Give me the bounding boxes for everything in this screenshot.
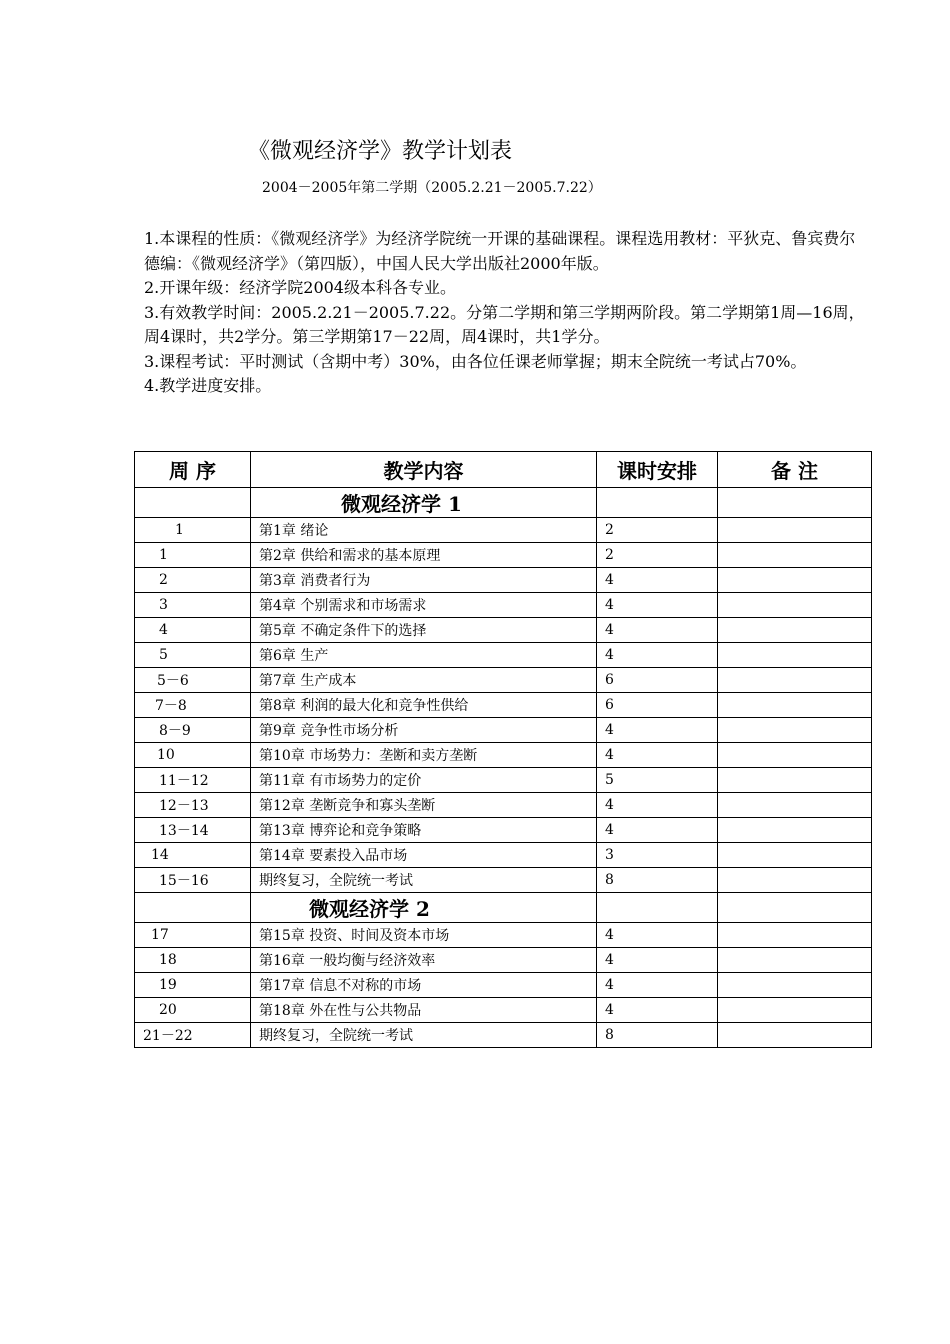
semester-subtitle: 2004－2005年第二学期（2005.2.21－2005.7.22） [262,180,602,196]
cell-hours: 4 [597,718,718,743]
table-row [135,818,872,843]
cell-hours: 4 [597,818,718,843]
course-intro [144,227,869,399]
cell-note [718,743,872,768]
intro-grade: 2.开课年级：经济学院2004级本科各专业。 [144,278,456,297]
cell-week: 18 [135,948,251,973]
cell-content: 第17章 信息不对称的市场 [251,973,597,998]
cell-note [718,923,872,948]
cell-content: 第14章 要素投入品市场 [251,843,597,868]
header-week: 周 序 [135,452,251,488]
document-title: 《微观经济学》教学计划表 [248,139,513,164]
cell-week: 5－6 [135,668,251,693]
intro-exam: 3.课程考试：平时测试（含期中考）30%，由各位任课老师掌握；期末全院统一考试占70%。 [144,351,807,371]
cell-hours: 4 [597,743,718,768]
cell-content: 期终复习，全院统一考试 [251,868,597,893]
cell-hours: 4 [597,568,718,593]
section-title: 微观经济学 2 [251,893,597,923]
header-content: 教学内容 [251,452,597,488]
cell-week: 12－13 [135,793,251,818]
table-row [135,948,872,973]
cell-hours: 4 [597,973,718,998]
cell-content: 第11章 有市场势力的定价 [251,768,597,793]
cell-content: 第1章 绪论 [251,518,597,543]
cell-week: 5 [135,643,251,668]
table-row [135,998,872,1023]
cell-hours: 2 [597,518,718,543]
cell-hours: 3 [597,843,718,868]
cell-content: 第2章 供给和需求的基本原理 [251,543,597,568]
cell-content: 第18章 外在性与公共物品 [251,998,597,1023]
table-row [135,643,872,668]
cell-note [718,793,872,818]
table-row [135,768,872,793]
intro-schedule: 4.教学进度安排。 [144,376,272,395]
cell-week: 2 [135,568,251,593]
cell-content: 第6章 生产 [251,643,597,668]
cell-content: 第8章 利润的最大化和竞争性供给 [251,693,597,718]
cell-week: 21－22 [135,1023,251,1048]
cell-note [718,718,872,743]
cell-hours: 8 [597,1023,718,1048]
table-header-row [135,452,872,488]
cell-hours: 8 [597,868,718,893]
section-row [135,893,872,923]
table-row [135,868,872,893]
table-row [135,543,872,568]
table-row [135,618,872,643]
section-row [135,488,872,518]
cell-note [718,843,872,868]
cell-hours: 4 [597,593,718,618]
intro-course-nature: 1.本课程的性质：《微观经济学》为经济学院统一开课的基础课程。课程选用教材：平狄克、鲁宾费尔德编：《微观经济学》（第四版），中国人民大学出版社2000年版。 [144,229,856,273]
table-row [135,1023,872,1048]
cell-week: 13－14 [135,818,251,843]
cell-hours: 4 [597,793,718,818]
cell-week: 7－8 [135,693,251,718]
cell-hours: 2 [597,543,718,568]
teaching-plan-table [134,451,872,1048]
table-row [135,718,872,743]
cell-hours: 6 [597,668,718,693]
cell-note [718,593,872,618]
cell-content: 第5章 不确定条件下的选择 [251,618,597,643]
cell-week: 8－9 [135,718,251,743]
cell-note [718,998,872,1023]
cell-week: 19 [135,973,251,998]
table-row [135,843,872,868]
cell-hours: 4 [597,948,718,973]
cell-content: 第7章 生产成本 [251,668,597,693]
cell-note [718,668,872,693]
cell-hours: 4 [597,998,718,1023]
table-row [135,973,872,998]
cell-content: 第16章 一般均衡与经济效率 [251,948,597,973]
cell-week: 3 [135,593,251,618]
cell-week: 1 [135,518,251,543]
cell-content: 第12章 垄断竞争和寡头垄断 [251,793,597,818]
cell-note [718,768,872,793]
cell-note [718,643,872,668]
cell-note [718,568,872,593]
cell-content: 第15章 投资、时间及资本市场 [251,923,597,948]
cell-content: 第10章 市场势力：垄断和卖方垄断 [251,743,597,768]
cell-content: 期终复习，全院统一考试 [251,1023,597,1048]
cell-content: 第9章 竞争性市场分析 [251,718,597,743]
cell-week: 20 [135,998,251,1023]
cell-hours: 4 [597,643,718,668]
cell-week: 10 [135,743,251,768]
cell-week: 4 [135,618,251,643]
cell-hours: 4 [597,923,718,948]
cell-content: 第4章 个别需求和市场需求 [251,593,597,618]
section-title: 微观经济学 1 [251,488,597,518]
cell-hours: 4 [597,618,718,643]
table-row [135,693,872,718]
table-row [135,793,872,818]
cell-week: 1 [135,543,251,568]
table-row [135,743,872,768]
cell-week: 14 [135,843,251,868]
intro-teaching-time: 3.有效教学时间：2005.2.21－2005.7.22。分第二学期和第三学期两阶段。第二学期第1周—16周，周4课时，共2学分。第三学期第17－22周，周4课时，共1学分。 [144,302,865,346]
cell-note [718,948,872,973]
cell-note [718,518,872,543]
cell-hours: 6 [597,693,718,718]
table-row [135,593,872,618]
table-row [135,923,872,948]
table-row [135,568,872,593]
cell-content: 第13章 博弈论和竞争策略 [251,818,597,843]
cell-note [718,973,872,998]
cell-note [718,1023,872,1048]
cell-note [718,818,872,843]
cell-note [718,543,872,568]
cell-week: 11－12 [135,768,251,793]
cell-week: 15－16 [135,868,251,893]
table-row [135,668,872,693]
header-note: 备 注 [718,452,872,488]
cell-content: 第3章 消费者行为 [251,568,597,593]
header-hours: 课时安排 [597,452,718,488]
cell-note [718,618,872,643]
cell-hours: 5 [597,768,718,793]
cell-note [718,868,872,893]
table-row [135,518,872,543]
cell-note [718,693,872,718]
cell-week: 17 [135,923,251,948]
